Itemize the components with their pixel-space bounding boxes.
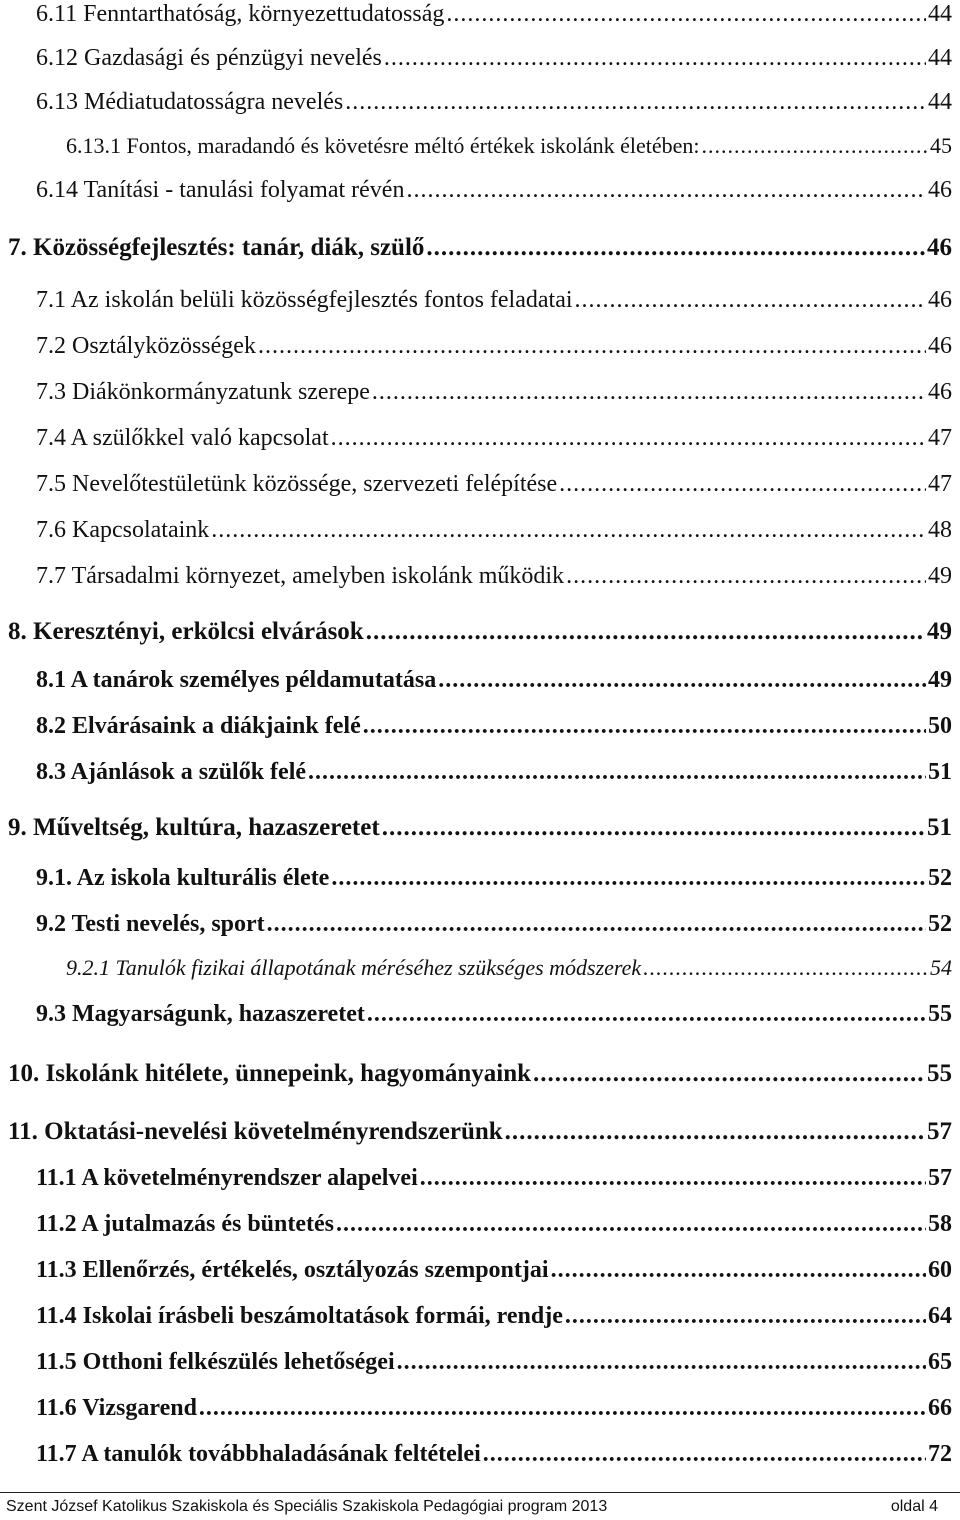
- toc-leader: [533, 1054, 925, 1094]
- toc-leader: [702, 126, 928, 166]
- toc-page-number: 47: [928, 471, 952, 497]
- toc-entry-label: 7. Közösségfejlesztés: tanár, diák, szülő: [8, 234, 425, 261]
- toc-entry-label: 7.6 Kapcsolataink: [36, 517, 210, 543]
- toc-page-number: 72: [928, 1441, 952, 1467]
- toc-entry-label: 9.2 Testi nevelés, sport: [36, 911, 265, 937]
- toc-entry[interactable]: [0, 228, 960, 268]
- toc-leader: [384, 38, 926, 78]
- toc-leader: [367, 994, 926, 1034]
- toc-page-number: 44: [928, 1, 952, 27]
- toc-page-number: 49: [928, 667, 952, 693]
- toc-entry-label: 11.2 A jutalmazás és büntetés: [36, 1211, 335, 1237]
- toc-entry-label: 9.3 Magyarságunk, hazaszeretet: [36, 1001, 365, 1027]
- toc-entry[interactable]: [0, 612, 960, 652]
- toc-entry-label: 8.2 Elvárásaink a diákjaink felé: [36, 713, 361, 739]
- toc-page-number: 46: [927, 234, 952, 261]
- toc-leader: [505, 1112, 925, 1152]
- toc-leader: [438, 660, 926, 700]
- toc-page-number: 54: [930, 955, 952, 980]
- toc-page-number: 52: [928, 865, 952, 891]
- toc-leader: [331, 418, 926, 458]
- toc-leader: [420, 1158, 926, 1198]
- toc-entry[interactable]: [0, 1204, 960, 1244]
- toc-entry[interactable]: [0, 326, 960, 366]
- toc-entry[interactable]: [0, 660, 960, 700]
- toc-leader: [372, 372, 926, 412]
- toc-entry[interactable]: [0, 752, 960, 792]
- toc-entry[interactable]: [0, 1434, 960, 1474]
- toc-leader: [446, 0, 926, 34]
- toc-entry[interactable]: [0, 904, 960, 944]
- toc-page-number: 50: [928, 713, 952, 739]
- toc-entry-label: 11.5 Otthoni felkészülés lehetőségei: [36, 1349, 395, 1375]
- toc-leader: [366, 612, 925, 652]
- toc-entry-label: 7.5 Nevelőtestületünk közössége, szervezeti felépítése: [36, 471, 558, 497]
- toc-leader: [258, 326, 926, 366]
- toc-entry[interactable]: [0, 948, 960, 988]
- toc-leader: [308, 752, 926, 792]
- toc-leader: [565, 1296, 926, 1336]
- toc-entry-label: 8. Keresztényi, erkölcsi elvárások: [8, 618, 364, 645]
- toc-entry[interactable]: [0, 510, 960, 550]
- toc-page-number: 55: [928, 1001, 952, 1027]
- toc-entry-label: 11.4 Iskolai írásbeli beszámoltatások formái, rendje: [36, 1303, 563, 1329]
- toc-entry[interactable]: [0, 1296, 960, 1336]
- toc-entry[interactable]: [0, 1112, 960, 1152]
- toc-page-number: 47: [928, 425, 952, 451]
- toc-leader: [397, 1342, 926, 1382]
- toc-page-number: 45: [930, 133, 952, 158]
- toc-entry[interactable]: [0, 280, 960, 320]
- toc-page-number: 57: [928, 1165, 952, 1191]
- toc-entry-label: 7.3 Diákönkormányzatunk szerepe: [36, 379, 370, 405]
- toc-entry[interactable]: [0, 126, 960, 166]
- toc-leader: [426, 228, 925, 268]
- toc-leader: [643, 948, 928, 988]
- page-footer: [0, 1492, 960, 1520]
- toc-entry-label: 11.3 Ellenőrzés, értékelés, osztályozás szempontjai: [36, 1257, 549, 1283]
- toc-page-number: 44: [928, 45, 952, 71]
- toc-entry-label: 11. Oktatási-nevelési követelményrendszerünk: [8, 1118, 503, 1145]
- toc-entry[interactable]: [0, 170, 960, 210]
- toc-page-number: 46: [928, 177, 952, 203]
- toc-entry[interactable]: [0, 1054, 960, 1094]
- toc-entry-label: 11.6 Vizsgarend: [36, 1395, 197, 1421]
- toc-entry-label: 8.3 Ajánlások a szülők felé: [36, 759, 307, 785]
- toc-page-number: 48: [928, 517, 952, 543]
- toc-entry[interactable]: [0, 858, 960, 898]
- toc-entry-label: 7.2 Osztályközösségek: [36, 333, 256, 359]
- toc-entry[interactable]: [0, 418, 960, 458]
- toc-entry[interactable]: [0, 1388, 960, 1428]
- toc-entry-label: 7.1 Az iskolán belüli közösségfejlesztés fontos feladatai: [36, 287, 573, 313]
- toc-entry-label: 6.14 Tanítási - tanulási folyamat révén: [36, 177, 405, 203]
- toc-entry-label: 10. Iskolánk hitélete, ünnepeink, hagyományaink: [8, 1060, 532, 1087]
- toc-leader: [483, 1434, 926, 1474]
- toc-page-number: 52: [928, 911, 952, 937]
- toc-leader: [566, 556, 926, 596]
- toc-leader: [199, 1388, 926, 1428]
- toc-page-number: 49: [928, 563, 952, 589]
- toc-entry-label: 9.1. Az iskola kulturális élete: [36, 865, 330, 891]
- toc-entry-label: 6.11 Fenntarthatóság, környezettudatosság: [36, 1, 445, 27]
- toc-leader: [363, 706, 926, 746]
- footer-page-number: oldal 4: [890, 1498, 938, 1515]
- toc-page-number: 46: [928, 333, 952, 359]
- toc-entry[interactable]: [0, 82, 960, 122]
- toc-leader: [345, 82, 926, 122]
- toc-page-number: 66: [928, 1395, 952, 1421]
- toc-entry[interactable]: [0, 372, 960, 412]
- toc-entry-label: 7.7 Társadalmi környezet, amelyben iskolánk működik: [36, 563, 565, 589]
- toc-entry[interactable]: [0, 0, 960, 34]
- toc-leader: [382, 808, 925, 848]
- toc-entry-label: 11.7 A tanulók továbbhaladásának feltételei: [36, 1441, 481, 1467]
- toc-page-number: 60: [928, 1257, 952, 1283]
- toc-page-number: 51: [927, 814, 952, 841]
- toc-leader: [575, 280, 926, 320]
- toc-leader: [331, 858, 926, 898]
- toc-entry-label: 7.4 A szülőkkel való kapcsolat: [36, 425, 329, 451]
- toc-leader: [267, 904, 926, 944]
- toc-entry-label: 6.12 Gazdasági és pénzügyi nevelés: [36, 45, 382, 71]
- toc-entry[interactable]: [0, 1250, 960, 1290]
- toc-leader: [559, 464, 926, 504]
- toc-page-number: 55: [927, 1060, 952, 1087]
- toc-entry[interactable]: [0, 706, 960, 746]
- toc-leader: [211, 510, 926, 550]
- toc-entry-label: 6.13 Médiatudatosságra nevelés: [36, 89, 344, 115]
- toc-entry[interactable]: [0, 464, 960, 504]
- toc-page-number: 57: [927, 1118, 952, 1145]
- toc-leader: [551, 1250, 926, 1290]
- toc-page-number: 58: [928, 1211, 952, 1237]
- toc-entry-label: 9.2.1 Tanulók fizikai állapotának méréséhez szükséges módszerek: [66, 955, 642, 980]
- toc-entry[interactable]: [0, 994, 960, 1034]
- toc-leader: [406, 170, 926, 210]
- toc-entry[interactable]: [0, 556, 960, 596]
- toc-page-number: 49: [927, 618, 952, 645]
- toc-page-number: 65: [928, 1349, 952, 1375]
- toc-page-number: 46: [928, 379, 952, 405]
- toc-page-number: 46: [928, 287, 952, 313]
- toc-entry-label: 11.1 A követelményrendszer alapelvei: [36, 1165, 418, 1191]
- toc-page-number: 51: [928, 759, 952, 785]
- toc-entry[interactable]: [0, 1158, 960, 1198]
- toc-leader: [336, 1204, 926, 1244]
- toc-entry[interactable]: [0, 38, 960, 78]
- toc-entry-label: 6.13.1 Fontos, maradandó és követésre méltó értékek iskolánk életében:: [66, 133, 700, 158]
- toc-page-number: 44: [928, 89, 952, 115]
- toc-page-number: 64: [928, 1303, 952, 1329]
- toc-entry-label: 9. Műveltség, kultúra, hazaszeretet: [8, 814, 380, 841]
- toc-entry[interactable]: [0, 1342, 960, 1382]
- footer-document-title: Szent József Katolikus Szakiskola és Speciális Szakiskola Pedagógiai program 2013: [6, 1498, 608, 1515]
- toc-entry[interactable]: [0, 808, 960, 848]
- toc-entry-label: 8.1 A tanárok személyes példamutatása: [36, 667, 437, 693]
